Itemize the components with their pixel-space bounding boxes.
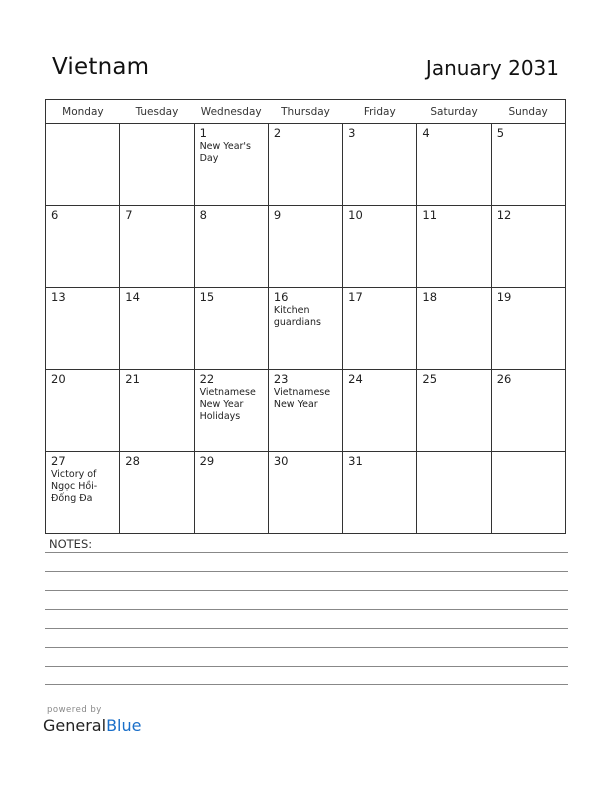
weekday-saturday: Saturday: [417, 100, 491, 124]
day-number: 3: [348, 126, 356, 140]
calendar-day-cell: [343, 124, 417, 206]
day-number: 7: [125, 208, 133, 222]
calendar-day-cell: [268, 370, 342, 452]
day-number: 23: [273, 372, 289, 386]
day-number: 20: [51, 372, 66, 386]
day-number: 13: [51, 290, 66, 304]
notes-line: [45, 552, 568, 553]
calendar-day-cell: [491, 206, 565, 288]
notes-line: [45, 666, 568, 667]
day-number: 12: [496, 208, 512, 222]
calendar-day-cell: [194, 452, 268, 534]
calendar-day-cell: [120, 288, 194, 370]
month-title: January 2031: [425, 56, 559, 80]
calendar-day-cell: [120, 452, 194, 534]
notes-line: [45, 628, 568, 629]
logo-blue: Blue: [106, 716, 142, 735]
day-number: 28: [125, 454, 140, 468]
calendar-body: [46, 124, 566, 534]
calendar-day-cell: [268, 124, 342, 206]
holiday-label: Kitchen guardians: [273, 305, 321, 328]
day-number: 8: [199, 208, 207, 222]
calendar-day-cell: [46, 452, 120, 534]
day-number: 26: [496, 372, 512, 386]
calendar-day-cell: [120, 206, 194, 288]
calendar-day-cell: [46, 288, 120, 370]
day-number: 21: [125, 372, 140, 386]
calendar-day-cell: [491, 124, 565, 206]
holiday-label: Vietnamese New Year: [273, 387, 331, 410]
day-number: 15: [199, 290, 215, 304]
notes-line: [45, 590, 568, 591]
calendar-day-cell: [343, 288, 417, 370]
day-number: 2: [273, 126, 282, 140]
weekday-tuesday: Tuesday: [120, 100, 194, 124]
notes-line: [45, 571, 568, 572]
calendar-day-cell: [491, 288, 565, 370]
weekday-header-row: [46, 100, 566, 124]
holiday-label: Victory of Ngọc Hồi-Đống Đa: [51, 469, 98, 504]
calendar-grid: [45, 99, 566, 534]
calendar-empty-cell: [46, 124, 120, 206]
day-number: 16: [273, 290, 289, 304]
calendar-day-cell: [46, 206, 120, 288]
calendar-week-row: [46, 370, 566, 452]
weekday-wednesday: Wednesday: [194, 100, 268, 124]
day-number: 14: [125, 290, 140, 304]
calendar-empty-cell: [417, 452, 491, 534]
day-number: 17: [348, 290, 363, 304]
calendar-day-cell: [194, 370, 268, 452]
powered-by-text: powered by: [47, 705, 102, 715]
logo-general: General: [43, 716, 107, 735]
calendar-day-cell: [417, 370, 491, 452]
calendar-week-row: [46, 452, 566, 534]
calendar-day-cell: [417, 288, 491, 370]
day-number: 10: [348, 208, 363, 222]
day-number: 18: [422, 290, 438, 304]
calendar-empty-cell: [120, 124, 194, 206]
day-number: 4: [422, 126, 430, 140]
notes-line: [45, 684, 568, 685]
country-title: Vietnam: [52, 54, 150, 80]
notes-label: NOTES:: [49, 537, 93, 551]
calendar-day-cell: [491, 370, 565, 452]
calendar-empty-cell: [491, 452, 565, 534]
day-number: 30: [273, 454, 289, 468]
calendar-day-cell: [194, 288, 268, 370]
calendar-day-cell: [268, 452, 342, 534]
calendar-day-cell: [194, 206, 268, 288]
calendar-week-row: [46, 206, 566, 288]
day-number: 29: [199, 454, 215, 468]
day-number: 27: [51, 454, 66, 468]
calendar-day-cell: [268, 288, 342, 370]
day-number: 9: [273, 208, 282, 222]
weekday-monday: Monday: [46, 100, 120, 124]
calendar-day-cell: [417, 124, 491, 206]
calendar-week-row: [46, 124, 566, 206]
day-number: 11: [422, 208, 438, 222]
notes-line: [45, 609, 568, 610]
calendar-day-cell: [120, 370, 194, 452]
day-number: 5: [496, 126, 505, 140]
holiday-label: New Year's Day: [199, 141, 251, 164]
calendar-day-cell: [268, 206, 342, 288]
calendar-day-cell: [343, 206, 417, 288]
calendar-week-row: [46, 288, 566, 370]
calendar-day-cell: [194, 124, 268, 206]
day-number: 1: [199, 126, 207, 140]
calendar-day-cell: [46, 370, 120, 452]
calendar-day-cell: [417, 206, 491, 288]
notes-line: [45, 647, 568, 648]
day-number: 31: [348, 454, 363, 468]
generalblue-logo[interactable]: [43, 716, 141, 735]
day-number: 24: [348, 372, 363, 386]
weekday-friday: Friday: [343, 100, 417, 124]
day-number: 25: [422, 372, 438, 386]
weekday-thursday: Thursday: [268, 100, 342, 124]
calendar-day-cell: [343, 370, 417, 452]
day-number: 19: [496, 290, 512, 304]
weekday-sunday: Sunday: [491, 100, 565, 124]
day-number: 22: [199, 372, 215, 386]
calendar-day-cell: [343, 452, 417, 534]
holiday-label: Vietnamese New Year Holidays: [199, 387, 256, 422]
day-number: 6: [51, 208, 59, 222]
